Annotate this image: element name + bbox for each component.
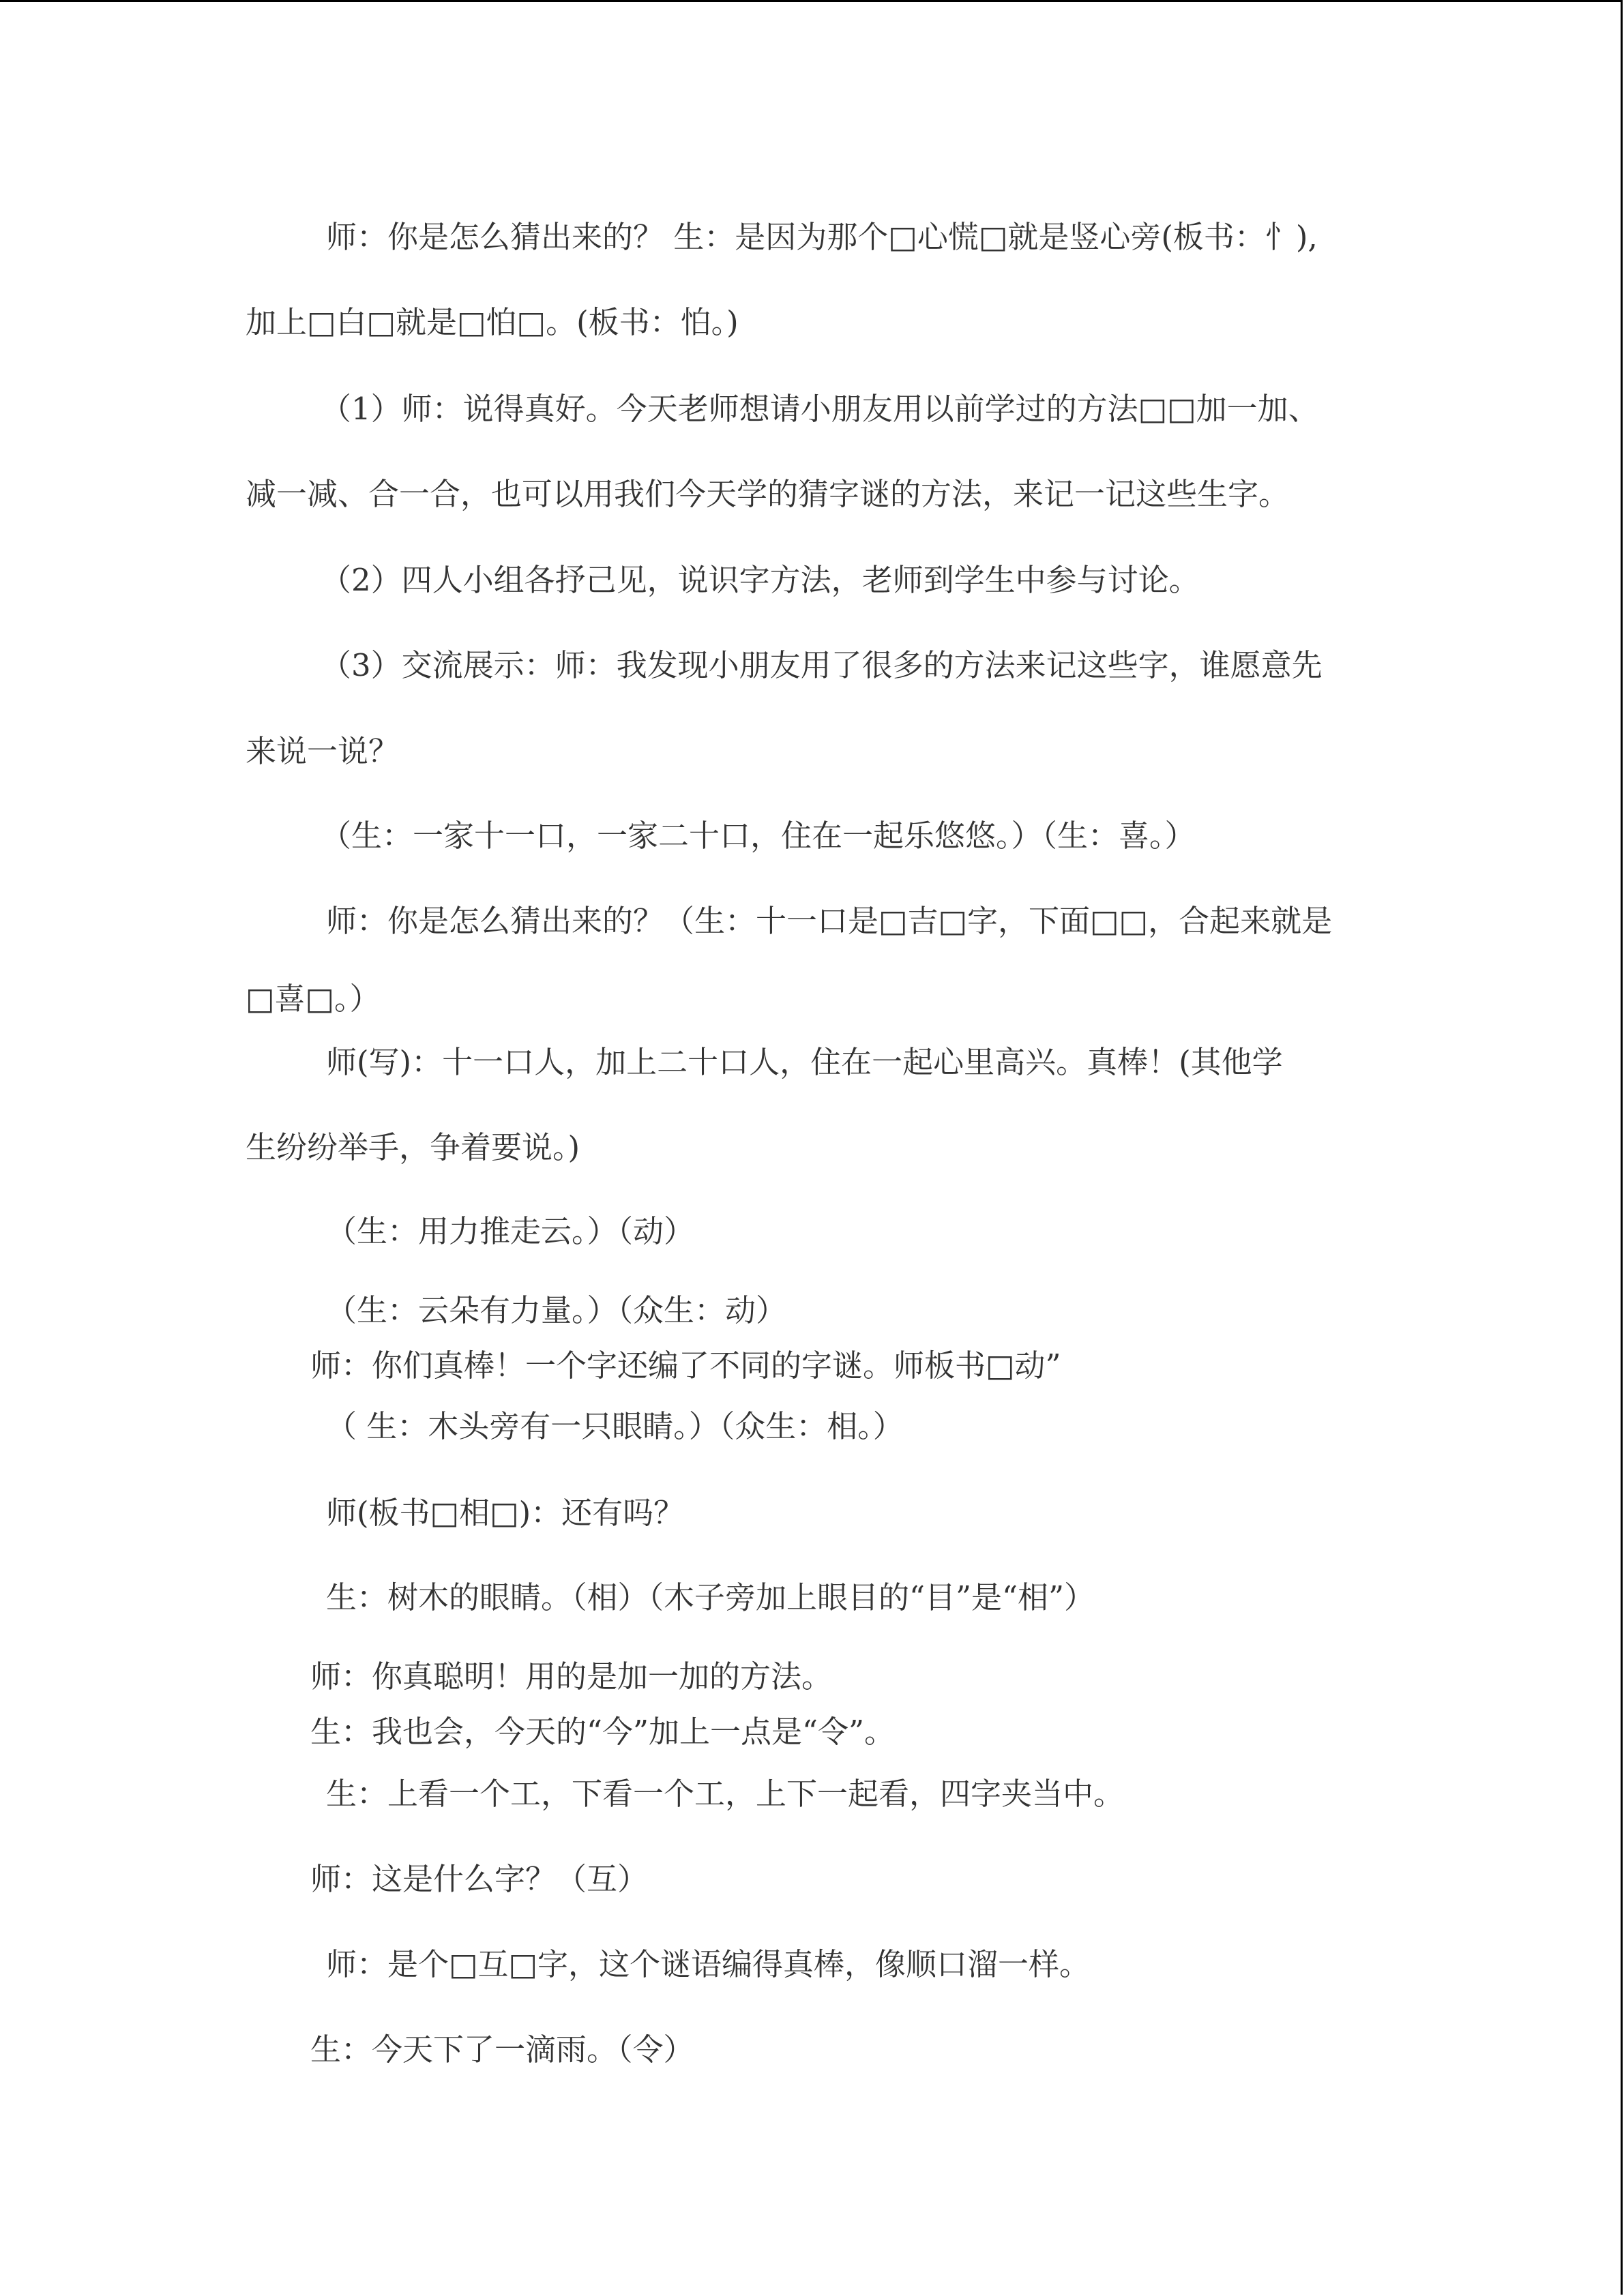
- text-line-23: 师：是个□互□字，这个谜语编得真棒，像顺口溜一样。: [326, 1946, 1091, 1982]
- text-line-14: （生：云朵有力量。）（众生：动）: [326, 1292, 787, 1328]
- text-line-21: 生：上看一个工，下看一个工，上下一起看，四字夹当中。: [326, 1776, 1125, 1812]
- text-line-11: 师(写)：十一口人，加上二十口人，住在一起心里高兴。真棒！(其他学: [326, 1044, 1283, 1080]
- text-line-3: （1）师：说得真好。今天老师想请小朋友用以前学过的方法□□加一加、: [321, 391, 1319, 427]
- text-line-5: （2）四人小组各抒己见，说识字方法，老师到学生中参与讨论。: [321, 562, 1200, 598]
- text-line-24: 生：今天下了一滴雨。（令）: [310, 2031, 694, 2068]
- text-line-8: （生：一家十一口，一家二十口，住在一起乐悠悠。）（生：喜。）: [321, 818, 1196, 854]
- text-line-18: 生：树木的眼睛。（相）（木子旁加上眼目的“目”是“相”）: [326, 1579, 1095, 1615]
- text-line-17: 师(板书□相□)：还有吗？: [326, 1495, 685, 1531]
- text-line-1: 师：你是怎么猜出来的？ 生：是因为那个□心慌□就是竖心旁(板书：忄),: [326, 219, 1318, 255]
- text-line-19: 师：你真聪明！用的是加一加的方法。: [310, 1658, 833, 1695]
- text-line-4: 减一减、合一合，也可以用我们今天学的猜字谜的方法，来记一记这些生字。: [246, 476, 1290, 512]
- text-line-12: 生纷纷举手，争着要说。): [246, 1129, 580, 1165]
- text-line-15: 师：你们真棒！一个字还编了不同的字谜。师板书□动”: [310, 1347, 1061, 1384]
- text-line-7: 来说一说？: [246, 733, 400, 769]
- text-line-6: （3）交流展示：师：我发现小朋友用了很多的方法来记这些字，谁愿意先: [321, 647, 1323, 683]
- text-line-2: 加上□白□就是□怕□。(板书：怕。): [246, 304, 739, 340]
- text-line-10: □喜□。）: [246, 981, 381, 1017]
- text-line-13: （生：用力推走云。）（动）: [326, 1213, 695, 1249]
- text-line-9: 师：你是怎么猜出来的？（生：十一口是□吉□字，下面□□，合起来就是: [326, 903, 1333, 939]
- text-line-20: 生：我也会，今天的“今”加上一点是“令”。: [310, 1714, 896, 1750]
- text-line-22: 师：这是什么字？（互）: [310, 1861, 649, 1897]
- text-line-16: （ 生：木头旁有一只眼睛。）（众生：相。）: [326, 1408, 904, 1444]
